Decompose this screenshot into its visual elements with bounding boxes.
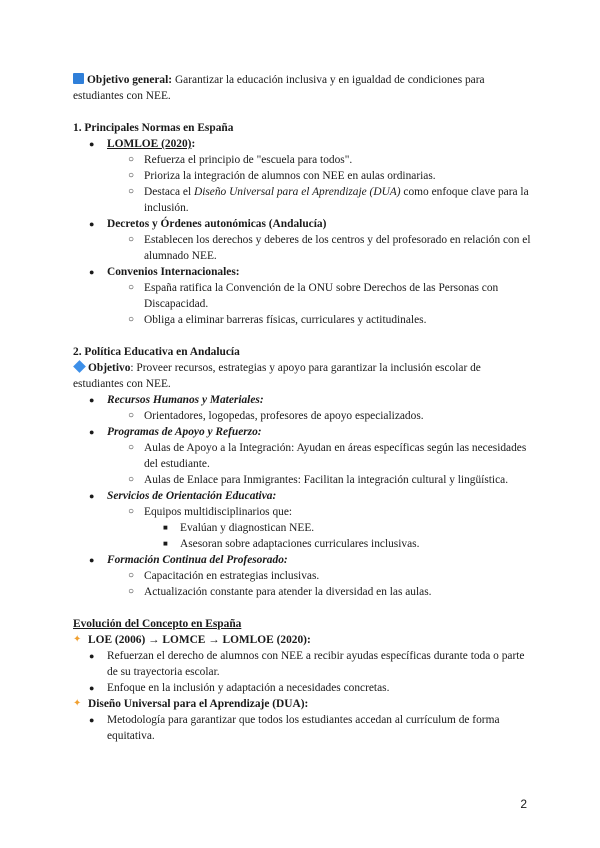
circle-bullet-icon: ○ bbox=[128, 442, 135, 453]
bullet-icon: ● bbox=[89, 395, 95, 405]
list-item: ● Metodología para garantizar que todos los estudiantes accedan al currículum de forma equitativa. bbox=[89, 714, 500, 742]
circle-bullet-icon: ○ bbox=[128, 570, 135, 581]
list-item: ○ Orientadores, logopedas, profesores de apoyo especializados. bbox=[128, 410, 424, 422]
circle-bullet-icon: ○ bbox=[128, 234, 135, 245]
circle-bullet-icon: ○ bbox=[128, 410, 135, 421]
bullet-icon: ● bbox=[89, 139, 95, 149]
bullet-icon: ● bbox=[89, 555, 95, 565]
circle-bullet-icon: ○ bbox=[128, 474, 135, 485]
circle-bullet-icon: ○ bbox=[128, 170, 135, 181]
list-item: ● Recursos Humanos y Materiales: bbox=[89, 394, 264, 406]
list-item: ● Programas de Apoyo y Refuerzo: bbox=[89, 426, 262, 438]
section-1-title: 1. Principales Normas en España bbox=[73, 122, 234, 134]
list-item: ○ Capacitación en estrategias inclusivas. bbox=[128, 570, 320, 582]
bullet-icon: ● bbox=[89, 651, 95, 661]
list-item: ■ Evalúan y diagnostican NEE. bbox=[163, 522, 315, 534]
general-objective-text: Garantizar la educación inclusiva y en igualdad de condiciones para estudiantes con NEE. bbox=[73, 74, 485, 102]
list-item: ■ Asesoran sobre adaptaciones curriculares inclusivas. bbox=[163, 538, 420, 550]
list-item: ○ Aulas de Enlace para Inmigrantes: Facilitan la integración cultural y lingüística. bbox=[128, 474, 509, 486]
bullet-icon: ● bbox=[89, 683, 95, 693]
page-number: 2 bbox=[520, 797, 527, 811]
blue-square-icon bbox=[73, 73, 84, 84]
circle-bullet-icon: ○ bbox=[128, 506, 135, 517]
bullet-icon: ● bbox=[89, 491, 95, 501]
general-objective bbox=[73, 72, 533, 104]
square-bullet-icon: ■ bbox=[163, 539, 168, 548]
section-2-list bbox=[73, 392, 533, 600]
section-2-objective: Objetivo: Proveer recursos, estrategias y apoyo para garantizar la inclusión escolar de estudiantes con NEE. bbox=[73, 362, 481, 390]
list-item: ● LOMLOE (2020): bbox=[89, 138, 196, 150]
bullet-icon: ● bbox=[89, 267, 95, 277]
list-item: ○ Prioriza la integración de alumnos con NEE en aulas ordinarias. bbox=[128, 170, 436, 182]
list-item: ✦ LOE (2006) → LOMCE → LOMLOE (2020): bbox=[73, 634, 311, 646]
list-item: ● Formación Continua del Profesorado: bbox=[89, 554, 288, 566]
bullet-icon: ● bbox=[89, 427, 95, 437]
section-2-title: 2. Política Educativa en Andalucía bbox=[73, 346, 240, 358]
list-item: ○ Destaca el Diseño Universal para el Aprendizaje (DUA) como enfoque clave para la inclusión. bbox=[128, 186, 529, 214]
circle-bullet-icon: ○ bbox=[128, 186, 135, 197]
list-item: ● Convenios Internacionales: bbox=[89, 266, 240, 278]
circle-bullet-icon: ○ bbox=[128, 154, 135, 165]
list-item: ● Enfoque en la inclusión y adaptación a necesidades concretas. bbox=[89, 682, 390, 694]
general-objective-label: Objetivo general: bbox=[87, 74, 173, 86]
square-bullet-icon: ■ bbox=[163, 523, 168, 532]
list-item: ○ Aulas de Apoyo a la Integración: Ayudan en áreas específicas según las necesidades del estudiante. bbox=[128, 442, 527, 470]
section-1-list bbox=[73, 136, 533, 328]
list-item: ○ Establecen los derechos y deberes de los centros y del profesorado en relación con el alumnado NEE. bbox=[128, 234, 531, 262]
list-item: ○ Obliga a eliminar barreras físicas, curriculares y actitudinales. bbox=[128, 314, 427, 326]
section-3-list bbox=[73, 632, 533, 744]
list-item: ○ Equipos multidisciplinarios que: bbox=[128, 506, 293, 518]
list-item: ○ Actualización constante para atender la diversidad en las aulas. bbox=[128, 586, 432, 598]
list-item: ● Refuerzan el derecho de alumnos con NEE a recibir ayudas específicas durante toda o parte de su trayectoria escolar. bbox=[89, 650, 525, 678]
star-icon: ✦ bbox=[73, 698, 82, 709]
document-page bbox=[73, 72, 533, 744]
list-item: ● Decretos y Órdenes autonómicas (Andalucía) bbox=[89, 218, 327, 230]
star-icon: ✦ bbox=[73, 634, 82, 645]
list-item: ○ Refuerza el principio de "escuela para todos". bbox=[128, 154, 353, 166]
circle-bullet-icon: ○ bbox=[128, 282, 135, 293]
list-item: ✦ Diseño Universal para el Aprendizaje (DUA): bbox=[73, 698, 309, 710]
bullet-icon: ● bbox=[89, 715, 95, 725]
circle-bullet-icon: ○ bbox=[128, 314, 135, 325]
blue-diamond-icon bbox=[73, 360, 86, 373]
circle-bullet-icon: ○ bbox=[128, 586, 135, 597]
section-3-title: Evolución del Concepto en España bbox=[73, 618, 242, 630]
list-item: ○ España ratifica la Convención de la ONU sobre Derechos de las Personas con Discapacidad. bbox=[128, 282, 499, 310]
list-item: ● Servicios de Orientación Educativa: bbox=[89, 490, 277, 502]
bullet-icon: ● bbox=[89, 219, 95, 229]
